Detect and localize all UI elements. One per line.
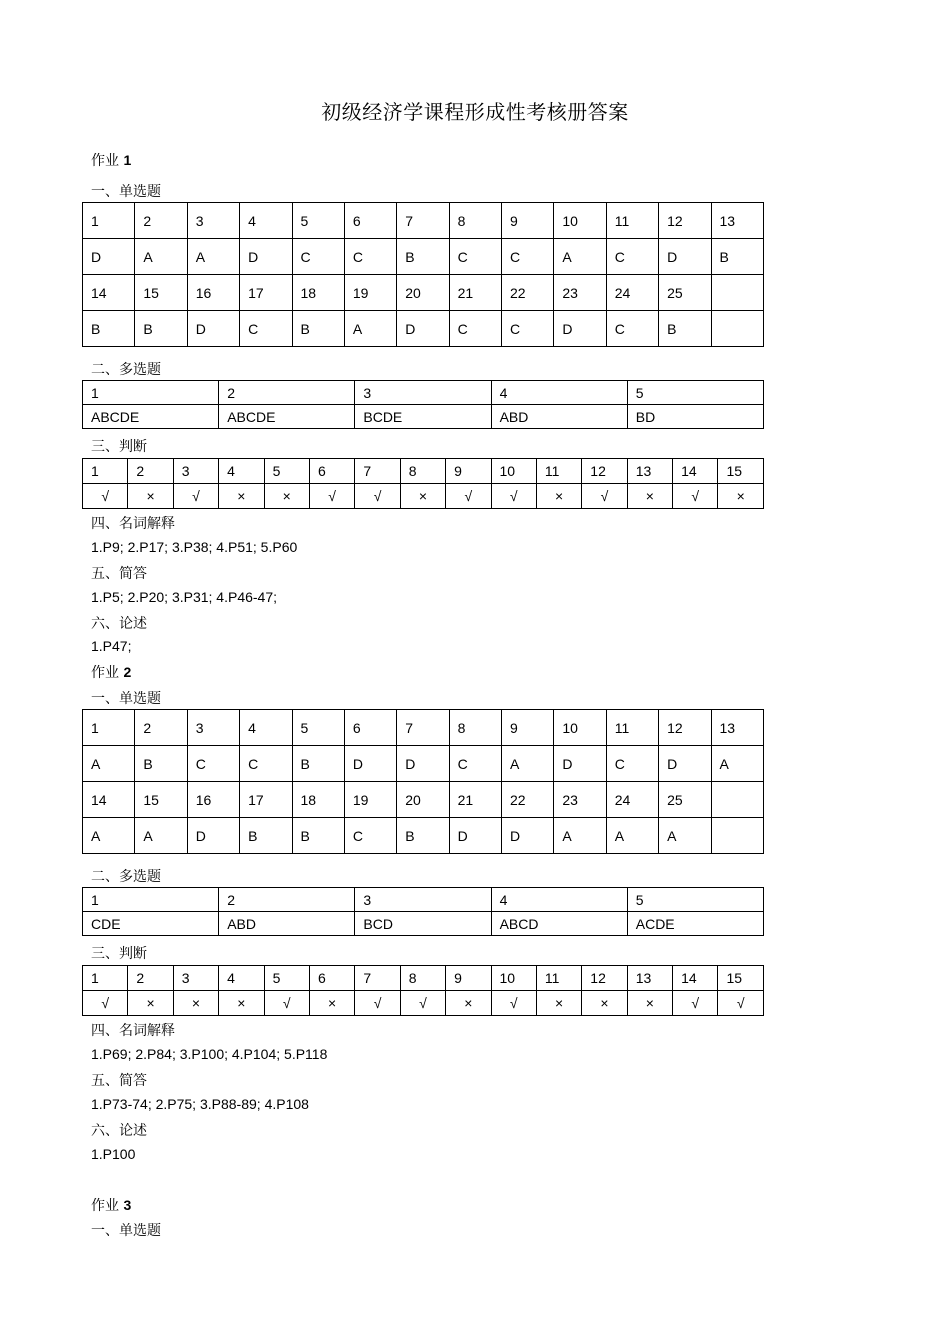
table-cell: 20: [397, 782, 449, 818]
table-cell: 2: [128, 966, 173, 991]
table-cell: 5: [627, 888, 763, 912]
table-cell: 14: [83, 275, 135, 311]
table-cell: 11: [606, 710, 658, 746]
table-cell: √: [491, 484, 536, 509]
table-cell: C: [606, 311, 658, 347]
table-cell: 13: [711, 203, 764, 239]
table-cell: 8: [400, 459, 445, 484]
page-title: 初级经济学课程形成性考核册答案: [321, 100, 629, 124]
table-cell: 7: [355, 459, 400, 484]
table-cell: 17: [240, 782, 292, 818]
table-cell: 2: [135, 710, 187, 746]
table-cell: 25: [659, 275, 711, 311]
table-cell: A: [135, 239, 187, 275]
table-cell: ABD: [219, 912, 355, 936]
table-cell: 23: [554, 782, 606, 818]
table-cell: ACDE: [627, 912, 763, 936]
table-cell: B: [292, 818, 344, 854]
table-cell: √: [673, 991, 718, 1016]
table-cell: C: [502, 311, 554, 347]
table-cell: ABCDE: [83, 405, 219, 429]
table-cell: C: [449, 311, 501, 347]
table-cell: 7: [355, 966, 400, 991]
table-cell: D: [397, 746, 449, 782]
table-cell: 2: [219, 381, 355, 405]
table-row: [83, 912, 764, 936]
table-cell: √: [673, 484, 718, 509]
table-cell: B: [292, 311, 344, 347]
table-row: [83, 782, 764, 818]
table-cell: C: [344, 818, 396, 854]
table-cell: D: [397, 311, 449, 347]
table-cell: 7: [397, 710, 449, 746]
table-cell: D: [187, 311, 239, 347]
table-cell: √: [309, 484, 354, 509]
table-cell: C: [502, 239, 554, 275]
table-cell: √: [83, 484, 128, 509]
table-cell: ABD: [491, 405, 627, 429]
table-cell: 6: [344, 203, 396, 239]
table-cell: 21: [449, 782, 501, 818]
homework-1-heading: 作业 1: [91, 152, 132, 169]
table-cell: 1: [83, 888, 219, 912]
table-cell: 4: [491, 381, 627, 405]
table-cell: [711, 818, 764, 854]
short-answer-text: 1.P73-74; 2.P75; 3.P88-89; 4.P108: [91, 1096, 309, 1112]
table-cell: 8: [449, 203, 501, 239]
table-cell: 16: [187, 782, 239, 818]
table-cell: BCDE: [355, 405, 491, 429]
table-cell: A: [344, 311, 396, 347]
table-cell: A: [83, 818, 135, 854]
table-cell: A: [606, 818, 658, 854]
table-cell: 6: [309, 459, 354, 484]
table-cell: ×: [128, 484, 173, 509]
table-cell: 9: [446, 459, 491, 484]
table-cell: 3: [187, 710, 239, 746]
homework-2-heading: 作业 2: [91, 664, 132, 681]
table-cell: √: [400, 991, 445, 1016]
table-cell: √: [355, 991, 400, 1016]
table-cell: 12: [659, 203, 711, 239]
table-cell: [711, 275, 764, 311]
table-cell: 9: [502, 203, 554, 239]
table-cell: 3: [173, 459, 218, 484]
table-cell: C: [187, 746, 239, 782]
table-cell: A: [711, 746, 764, 782]
table-cell: 2: [219, 888, 355, 912]
table-cell: ×: [309, 991, 354, 1016]
single-choice-heading: 一、单选题: [91, 691, 161, 707]
table-cell: B: [659, 311, 711, 347]
short-answer-heading: 五、简答: [91, 1073, 147, 1089]
table-row: [83, 203, 764, 239]
table-cell: √: [718, 991, 764, 1016]
table-row: [83, 459, 764, 484]
table-cell: 2: [128, 459, 173, 484]
table-row: [83, 405, 764, 429]
table-cell: B: [397, 818, 449, 854]
table-cell: 18: [292, 782, 344, 818]
table-cell: 3: [355, 888, 491, 912]
table-cell: 6: [344, 710, 396, 746]
table-cell: 1: [83, 966, 128, 991]
table-cell: √: [83, 991, 128, 1016]
table-cell: 14: [83, 782, 135, 818]
table-cell: 19: [344, 275, 396, 311]
table-cell: 24: [606, 782, 658, 818]
table-cell: D: [659, 239, 711, 275]
table-cell: B: [292, 746, 344, 782]
table-cell: C: [292, 239, 344, 275]
judge-heading: 三、判断: [91, 439, 147, 455]
table-row: [83, 991, 764, 1016]
table-cell: ×: [219, 991, 264, 1016]
table-cell: 11: [606, 203, 658, 239]
table-cell: 1: [83, 381, 219, 405]
table-cell: B: [711, 239, 764, 275]
table-cell: ×: [264, 484, 309, 509]
table-cell: 15: [135, 275, 187, 311]
terms-heading: 四、名词解释: [91, 516, 175, 532]
table-row: [83, 966, 764, 991]
table-cell: 22: [502, 275, 554, 311]
homework-3-heading: 作业 3: [91, 1197, 132, 1214]
multiple-choice-table: [82, 380, 764, 429]
multiple-choice-heading: 二、多选题: [91, 869, 161, 885]
table-cell: 17: [240, 275, 292, 311]
table-cell: √: [355, 484, 400, 509]
single-choice-heading: 一、单选题: [91, 184, 161, 200]
table-cell: √: [264, 991, 309, 1016]
essay-answer: 1.P47;: [91, 638, 132, 654]
table-cell: 5: [264, 966, 309, 991]
table-row: [83, 239, 764, 275]
table-cell: 10: [554, 710, 606, 746]
essay-answer: 1.P100: [91, 1146, 136, 1162]
table-row: [83, 484, 764, 509]
table-cell: 4: [219, 459, 264, 484]
table-cell: 5: [627, 381, 763, 405]
judge-table: [82, 458, 764, 509]
table-cell: 13: [711, 710, 764, 746]
table-cell: A: [659, 818, 711, 854]
table-cell: √: [582, 484, 627, 509]
table-cell: 14: [673, 459, 718, 484]
table-cell: ×: [627, 484, 672, 509]
table-cell: 13: [627, 966, 672, 991]
table-cell: 21: [449, 275, 501, 311]
table-cell: 8: [449, 710, 501, 746]
table-cell: 12: [659, 710, 711, 746]
table-row: [83, 311, 764, 347]
table-cell: D: [659, 746, 711, 782]
table-cell: 7: [397, 203, 449, 239]
table-cell: 4: [219, 966, 264, 991]
table-cell: A: [554, 239, 606, 275]
table-cell: A: [135, 818, 187, 854]
table-cell: D: [240, 239, 292, 275]
table-cell: C: [449, 746, 501, 782]
table-cell: √: [491, 991, 536, 1016]
table-cell: 11: [536, 966, 581, 991]
table-cell: B: [135, 311, 187, 347]
table-cell: ×: [627, 991, 672, 1016]
table-cell: 8: [400, 966, 445, 991]
table-cell: 15: [718, 966, 764, 991]
table-cell: 4: [240, 203, 292, 239]
judge-heading: 三、判断: [91, 946, 147, 962]
table-cell: 5: [264, 459, 309, 484]
table-cell: 25: [659, 782, 711, 818]
table-cell: 19: [344, 782, 396, 818]
terms-answer: 1.P9; 2.P17; 3.P38; 4.P51; 5.P60: [91, 539, 298, 555]
table-cell: ABCD: [491, 912, 627, 936]
table-cell: 10: [491, 459, 536, 484]
table-cell: A: [83, 746, 135, 782]
table-cell: B: [83, 311, 135, 347]
table-cell: D: [83, 239, 135, 275]
table-cell: 1: [83, 459, 128, 484]
table-cell: ×: [536, 991, 581, 1016]
table-cell: 12: [582, 966, 627, 991]
table-cell: BD: [627, 405, 763, 429]
table-row: [83, 275, 764, 311]
multiple-choice-heading: 二、多选题: [91, 362, 161, 378]
table-cell: B: [135, 746, 187, 782]
table-cell: 20: [397, 275, 449, 311]
table-cell: 16: [187, 275, 239, 311]
table-cell: D: [554, 311, 606, 347]
table-cell: ×: [536, 484, 581, 509]
table-cell: 14: [673, 966, 718, 991]
table-cell: 9: [502, 710, 554, 746]
table-cell: 1: [83, 710, 135, 746]
table-cell: 18: [292, 275, 344, 311]
table-cell: 5: [292, 203, 344, 239]
table-cell: 23: [554, 275, 606, 311]
table-cell: C: [344, 239, 396, 275]
table-cell: ×: [400, 484, 445, 509]
table-row: [83, 381, 764, 405]
table-cell: ×: [718, 484, 764, 509]
terms-heading: 四、名词解释: [91, 1023, 175, 1039]
table-cell: 4: [491, 888, 627, 912]
table-cell: 3: [355, 381, 491, 405]
table-cell: ×: [446, 991, 491, 1016]
judge-table: [82, 965, 764, 1016]
table-cell: ×: [128, 991, 173, 1016]
table-cell: D: [344, 746, 396, 782]
table-cell: B: [240, 818, 292, 854]
table-cell: [711, 782, 764, 818]
table-cell: 3: [187, 203, 239, 239]
table-cell: D: [554, 746, 606, 782]
table-cell: 13: [627, 459, 672, 484]
table-cell: 24: [606, 275, 658, 311]
table-cell: 22: [502, 782, 554, 818]
table-cell: 10: [554, 203, 606, 239]
table-cell: C: [240, 311, 292, 347]
table-cell: ABCDE: [219, 405, 355, 429]
table-cell: D: [187, 818, 239, 854]
single-choice-table: [82, 202, 764, 347]
table-cell: √: [173, 484, 218, 509]
essay-heading: 六、论述: [91, 616, 147, 632]
table-cell: D: [449, 818, 501, 854]
table-cell: ×: [582, 991, 627, 1016]
short-answer-heading: 五、简答: [91, 566, 147, 582]
table-cell: 4: [240, 710, 292, 746]
table-cell: 6: [309, 966, 354, 991]
short-answer-text: 1.P5; 2.P20; 3.P31; 4.P46-47;: [91, 589, 278, 605]
table-cell: C: [449, 239, 501, 275]
table-cell: C: [606, 239, 658, 275]
table-cell: 5: [292, 710, 344, 746]
table-cell: 12: [582, 459, 627, 484]
table-row: [83, 710, 764, 746]
table-cell: C: [606, 746, 658, 782]
table-cell: ×: [219, 484, 264, 509]
table-cell: 10: [491, 966, 536, 991]
table-cell: 1: [83, 203, 135, 239]
table-cell: √: [446, 484, 491, 509]
table-cell: 9: [446, 966, 491, 991]
table-cell: A: [502, 746, 554, 782]
table-cell: 2: [135, 203, 187, 239]
single-choice-heading: 一、单选题: [91, 1223, 161, 1239]
table-cell: C: [240, 746, 292, 782]
table-row: [83, 746, 764, 782]
terms-answer: 1.P69; 2.P84; 3.P100; 4.P104; 5.P118: [91, 1046, 328, 1062]
table-cell: 15: [718, 459, 764, 484]
table-cell: BCD: [355, 912, 491, 936]
table-cell: 15: [135, 782, 187, 818]
table-cell: 11: [536, 459, 581, 484]
table-cell: ×: [173, 991, 218, 1016]
table-cell: [711, 311, 764, 347]
essay-heading: 六、论述: [91, 1123, 147, 1139]
table-row: [83, 888, 764, 912]
multiple-choice-table: [82, 887, 764, 936]
table-cell: CDE: [83, 912, 219, 936]
single-choice-table: [82, 709, 764, 854]
table-cell: A: [554, 818, 606, 854]
table-row: [83, 818, 764, 854]
table-cell: D: [502, 818, 554, 854]
table-cell: 3: [173, 966, 218, 991]
table-cell: A: [187, 239, 239, 275]
table-cell: B: [397, 239, 449, 275]
